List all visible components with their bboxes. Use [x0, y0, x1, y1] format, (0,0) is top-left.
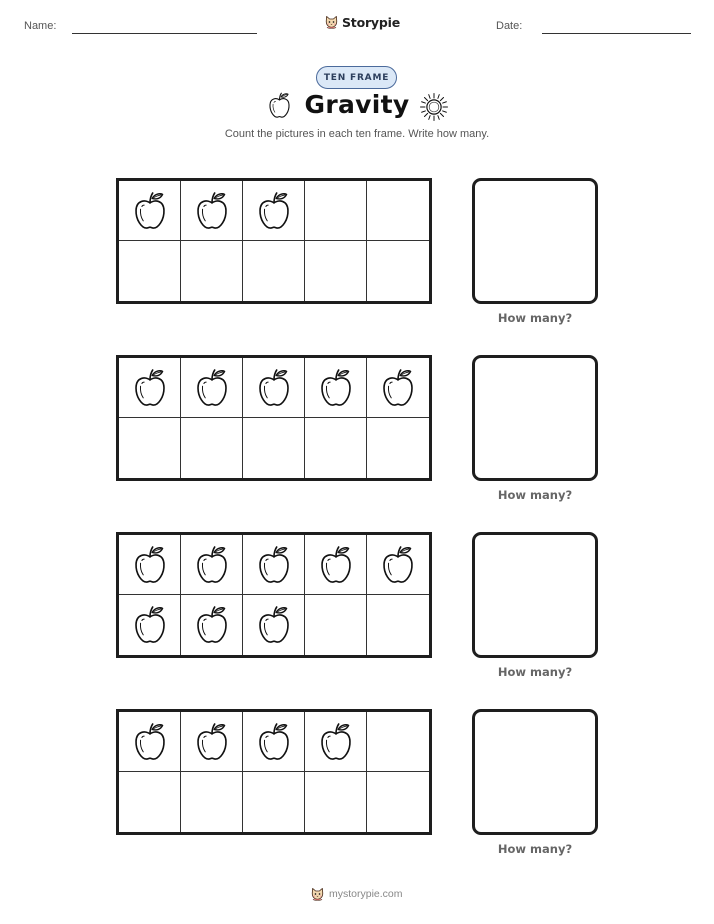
apple-icon	[256, 722, 292, 762]
ten-frame-cell	[243, 535, 305, 595]
footer-url: mystorypie.com	[329, 888, 403, 900]
ten-frame-cell	[305, 358, 367, 418]
ten-frame-cell	[367, 241, 429, 301]
ten-frame-cell	[181, 535, 243, 595]
apple-icon	[380, 545, 416, 585]
apple-icon	[256, 191, 292, 231]
ten-frame-cell	[181, 241, 243, 301]
ten-frame-cell	[181, 772, 243, 832]
ten-frame-cell	[367, 358, 429, 418]
ten-frame-cell	[305, 712, 367, 772]
apple-icon	[318, 545, 354, 585]
apple-icon	[132, 605, 168, 645]
ten-frame-cell	[305, 241, 367, 301]
apple-icon	[194, 722, 230, 762]
answer-box[interactable]	[472, 355, 598, 481]
ten-frame-cell	[243, 772, 305, 832]
instructions: Count the pictures in each ten frame. Write how many.	[224, 128, 490, 140]
ten-frame-cell	[119, 181, 181, 241]
date-label: Date:	[496, 20, 523, 32]
ten-frame-cell	[119, 358, 181, 418]
date-line[interactable]	[542, 33, 691, 34]
name-line[interactable]	[72, 33, 257, 34]
apple-icon	[132, 545, 168, 585]
ten-frame-cell	[181, 595, 243, 655]
apple-icon	[194, 191, 230, 231]
how-many-label: How many?	[497, 842, 573, 856]
answer-box[interactable]	[472, 709, 598, 835]
sun-icon	[419, 92, 449, 122]
ten-frame-cell	[119, 772, 181, 832]
apple-icon	[194, 605, 230, 645]
apple-icon	[194, 368, 230, 408]
apple-icon	[256, 545, 292, 585]
category-badge: TEN FRAME	[316, 66, 397, 89]
ten-frame	[116, 532, 432, 658]
answer-box[interactable]	[472, 178, 598, 304]
ten-frame-cell	[243, 418, 305, 478]
ten-frame	[116, 178, 432, 304]
ten-frame-cell	[119, 535, 181, 595]
cat-mascot-icon	[324, 14, 339, 30]
ten-frame	[116, 709, 432, 835]
ten-frame-cell	[367, 181, 429, 241]
apple-icon	[318, 368, 354, 408]
ten-frame-cell	[305, 535, 367, 595]
brand-logo	[324, 14, 400, 30]
brand-name: Storypie	[342, 14, 400, 30]
ten-frame-cell	[305, 772, 367, 832]
ten-frame-cell	[367, 595, 429, 655]
apple-icon	[318, 722, 354, 762]
ten-frame-cell	[119, 595, 181, 655]
ten-frame-cell	[181, 358, 243, 418]
ten-frame-cell	[243, 358, 305, 418]
ten-frame-cell	[181, 181, 243, 241]
ten-frame-cell	[181, 418, 243, 478]
ten-frame-cell	[243, 241, 305, 301]
apple-icon	[380, 368, 416, 408]
ten-frame-cell	[367, 418, 429, 478]
ten-frame-cell	[367, 712, 429, 772]
apple-icon	[256, 368, 292, 408]
page-title: Gravity	[304, 90, 410, 119]
apple-icon	[194, 545, 230, 585]
ten-frame-cell	[305, 181, 367, 241]
ten-frame-cell	[243, 595, 305, 655]
name-label: Name:	[24, 20, 57, 32]
cat-mascot-icon	[310, 886, 325, 902]
ten-frame-cell	[243, 712, 305, 772]
ten-frame-cell	[305, 595, 367, 655]
ten-frame-cell	[243, 181, 305, 241]
how-many-label: How many?	[497, 665, 573, 679]
how-many-label: How many?	[497, 488, 573, 502]
apple-icon	[132, 191, 168, 231]
apple-icon	[256, 605, 292, 645]
ten-frame-cell	[305, 418, 367, 478]
ten-frame-cell	[119, 418, 181, 478]
apple-icon	[132, 368, 168, 408]
footer	[310, 886, 403, 902]
ten-frame-cell	[119, 712, 181, 772]
how-many-label: How many?	[497, 311, 573, 325]
ten-frame-cell	[119, 241, 181, 301]
ten-frame	[116, 355, 432, 481]
ten-frame-cell	[367, 772, 429, 832]
ten-frame-cell	[367, 535, 429, 595]
answer-box[interactable]	[472, 532, 598, 658]
ten-frame-cell	[181, 712, 243, 772]
apple-icon	[132, 722, 168, 762]
